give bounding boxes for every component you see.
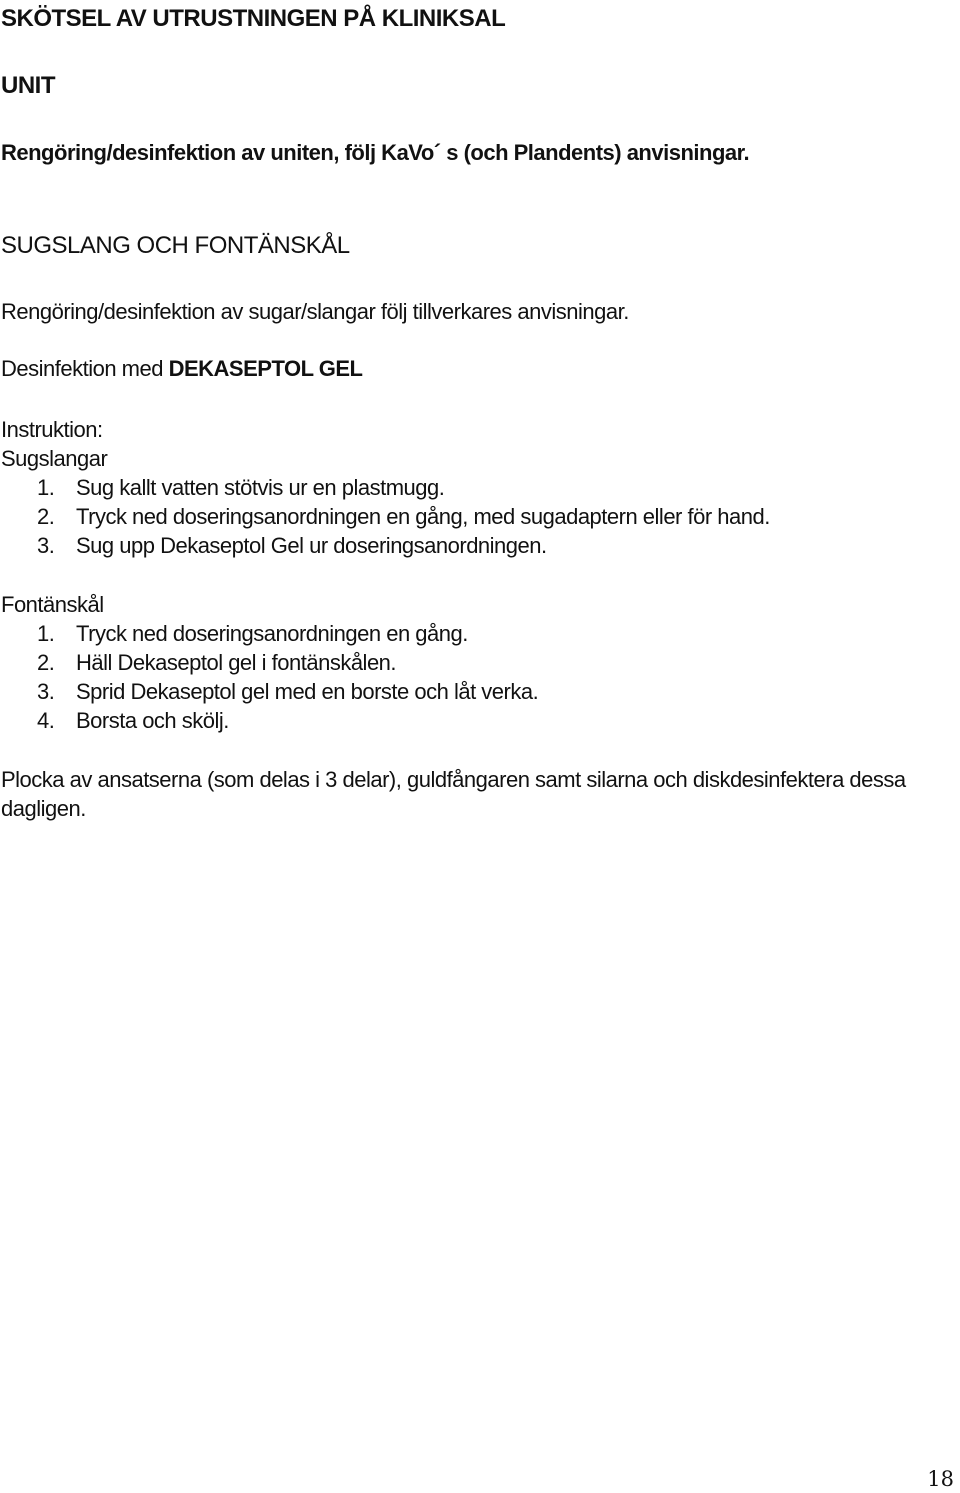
step-number: 1. [37,621,55,646]
page-number: 18 [927,1467,954,1491]
disinfection-product: DEKASEPTOL GEL [168,356,363,381]
unit-paragraph: Rengöring/desinfektion av uniten, följ KaVo´ s (och Plandents) anvisningar. [1,140,750,165]
disinfection-line [1,355,362,383]
step-number: 1. [37,475,55,500]
step-text: Sprid Dekaseptol gel med en borste och låt verka. [76,679,539,704]
fontanskal-label: Fontänskål [1,592,104,617]
sugslangar-step [1,532,547,560]
sugslang-heading: SUGSLANG OCH FONTÄNSKÅL [1,232,350,259]
step-text: Sug kallt vatten stötvis ur en plastmugg. [76,475,445,500]
fontanskal-step [1,620,468,648]
step-text: Häll Dekaseptol gel i fontänskålen. [76,650,397,675]
step-text: Tryck ned doseringsanordningen en gång. [76,621,468,646]
step-number: 4. [37,708,55,733]
fontanskal-step [1,707,229,735]
instruction-label: Instruktion: [1,417,103,442]
closing-paragraph-line-1: Plocka av ansatserna (som delas i 3 delar), guldfångaren samt silarna och diskdesinfektera dessa [1,767,906,792]
fontanskal-step [1,649,396,677]
step-number: 3. [37,533,55,558]
step-number: 2. [37,504,55,529]
closing-paragraph-line-2: dagligen. [1,796,86,821]
step-text: Sug upp Dekaseptol Gel ur doseringsanordningen. [76,533,547,558]
step-text: Tryck ned doseringsanordningen en gång, med sugadaptern eller för hand. [76,504,770,529]
step-number: 2. [37,650,55,675]
step-number: 3. [37,679,55,704]
sugslangar-label: Sugslangar [1,446,108,471]
step-text: Borsta och skölj. [76,708,229,733]
sugslangar-step [1,503,770,531]
disinfection-prefix: Desinfektion med [1,356,169,381]
sugslang-paragraph: Rengöring/desinfektion av sugar/slangar följ tillverkares anvisningar. [1,299,629,324]
document-title: SKÖTSEL AV UTRUSTNINGEN PÅ KLINIKSAL [1,5,506,32]
sugslangar-step [1,474,444,502]
unit-heading: UNIT [1,72,55,99]
fontanskal-step [1,678,538,706]
